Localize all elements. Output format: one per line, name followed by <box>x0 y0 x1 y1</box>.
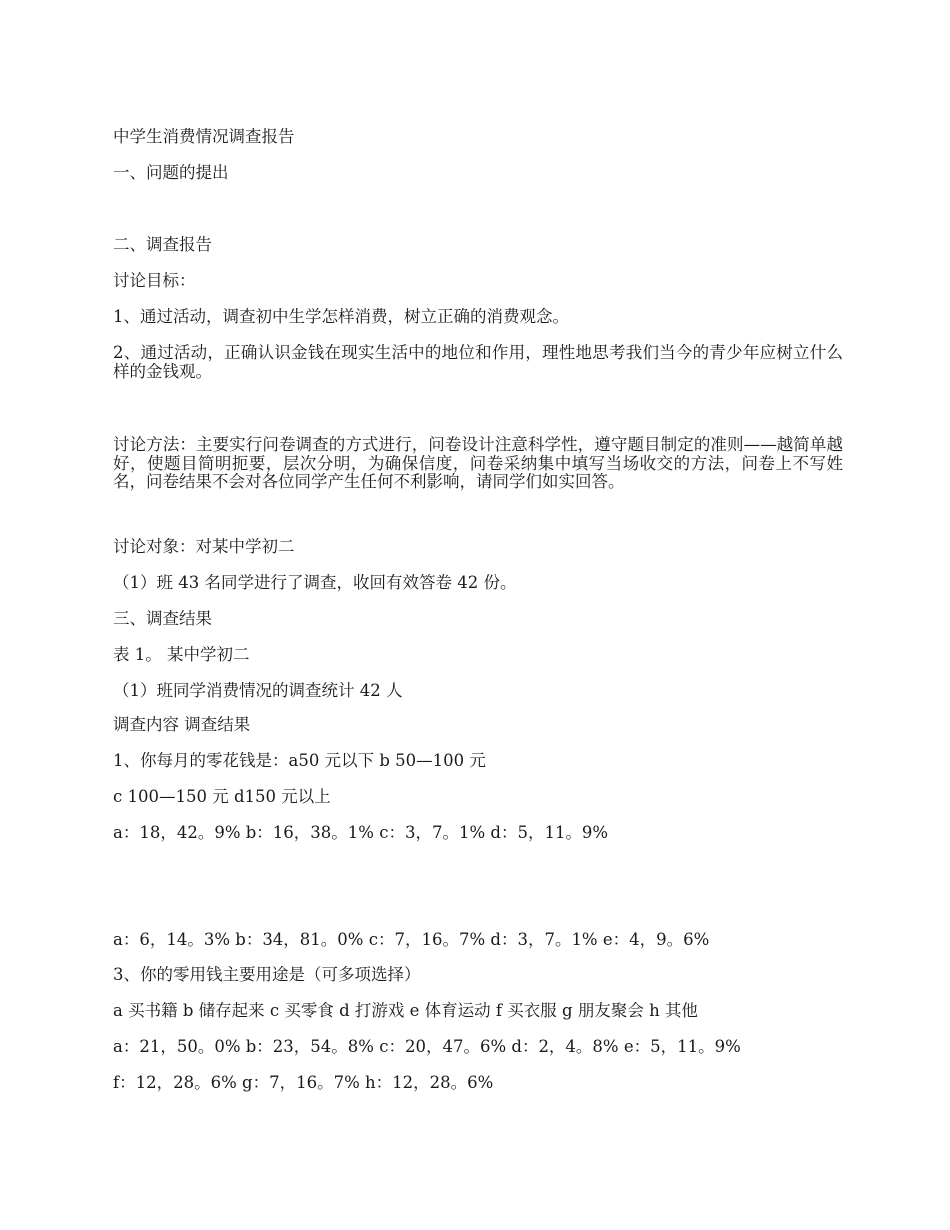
subject-line-1: 讨论对象：对某中学初二 <box>113 537 295 556</box>
subject-line-2: （1）班 43 名同学进行了调查，收回有效答卷 42 份。 <box>113 573 517 592</box>
question-3-result-2: f：12，28。6% g：7，16。7% h：12，28。6% <box>113 1073 494 1092</box>
section1-heading: 一、问题的提出 <box>113 163 229 182</box>
question-1-line-1: 1、你每月的零花钱是：a50 元以下 b 50—100 元 <box>113 751 486 770</box>
section2-heading: 二、调查报告 <box>113 235 212 254</box>
goal-item-1: 1、通过活动，调查初中生学怎样消费，树立正确的消费观念。 <box>113 307 569 326</box>
question-1-line-2: c 100—150 元 d150 元以上 <box>113 787 331 806</box>
table-caption-1: 表 1。 某中学初二 <box>113 645 250 664</box>
table-caption-2: （1）班同学消费情况的调查统计 42 人 <box>113 681 403 700</box>
question-3-line-1: 3、你的零用钱主要用途是（可多项选择） <box>113 965 421 984</box>
table-header: 调查内容 调查结果 <box>113 715 251 734</box>
question-1-result: a：18，42。9% b：16，38。1% c：3，7。1% d：5，11。9% <box>113 823 609 842</box>
method-paragraph: 讨论方法：主要实行问卷调查的方式进行，问卷设计注意科学性，遵守题目制定的准则——越简单越好，使题目简明扼要，层次分明，为确保信度，问卷采纳集中填写当场收交的方法，问卷上不写姓名，问卷结果不会对各位同学产生任何不利影响，请同学们如实回答。 <box>113 435 843 491</box>
question-2-result: a：6，14。3% b：34，81。0% c：7，16。7% d：3，7。1% e：4，9。6% <box>113 930 710 949</box>
goal-item-2: 2、通过活动，正确认识金钱在现实生活中的地位和作用，理性地思考我们当今的青少年应树立什么样的金钱观。 <box>113 343 843 381</box>
question-3-result-1: a：21，50。0% b：23，54。8% c：20，47。6% d：2，4。8% e：5，11。9% <box>113 1037 741 1056</box>
goal-label: 讨论目标： <box>113 271 196 290</box>
question-3-options: a 买书籍 b 储存起来 c 买零食 d 打游戏 e 体育运动 f 买衣服 g 朋友聚会 h 其他 <box>113 1001 698 1020</box>
section3-heading: 三、调查结果 <box>113 609 212 628</box>
document-title: 中学生消费情况调查报告 <box>113 127 295 146</box>
